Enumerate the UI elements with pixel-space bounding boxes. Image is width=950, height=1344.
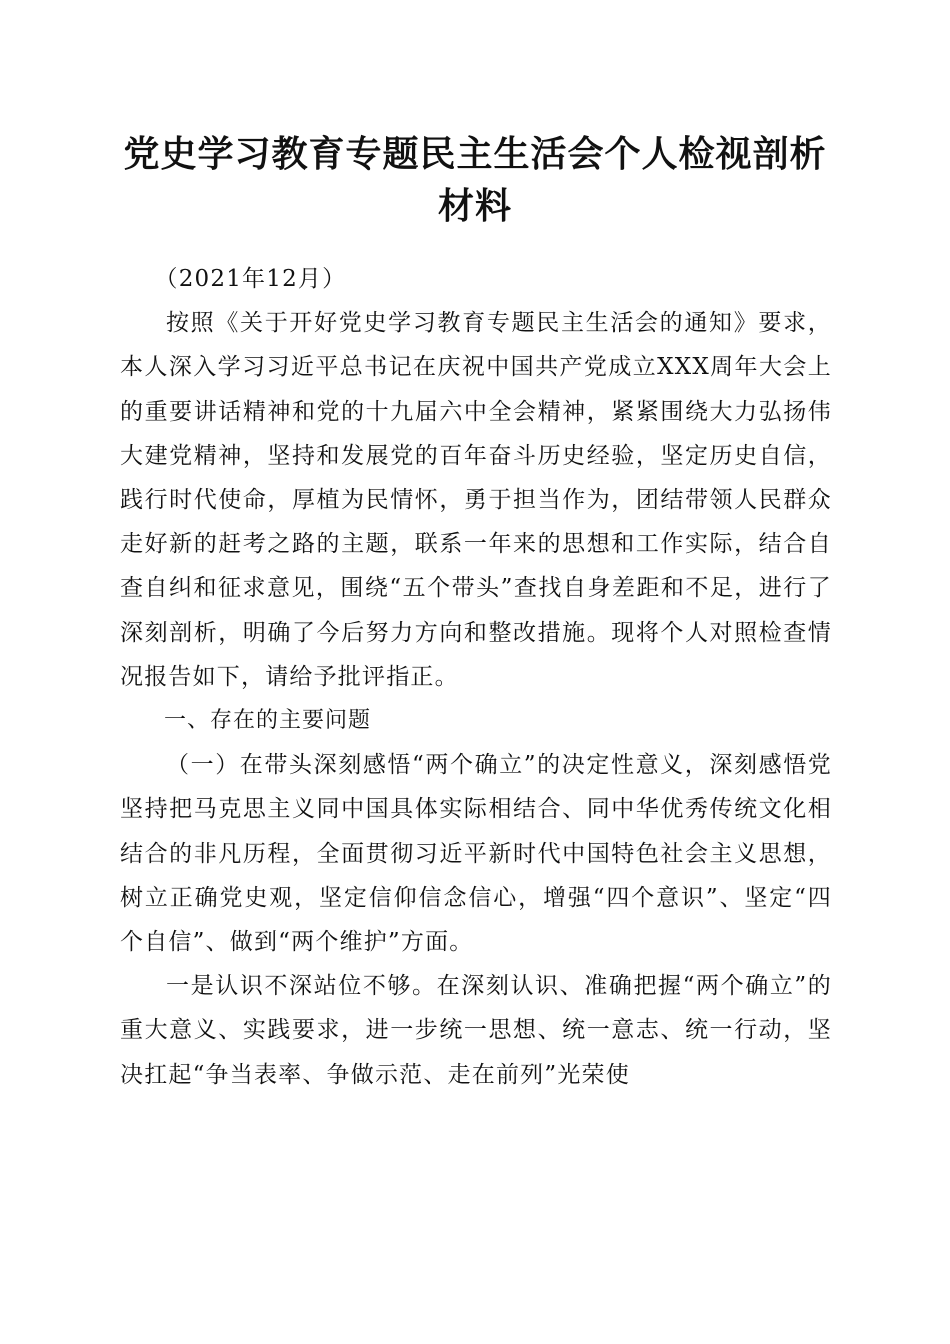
subsection-paragraph: （一）在带头深刻感悟“两个确立”的决定性意义，深刻感悟党坚持把马克思主义同中国具体实际相结合、同中华优秀传统文化相结合的非凡历程，全面贯彻习近平新时代中国特色社会主义思想，树立正确党史观，坚定信仰信念信心，增强“四个意识”、坚定“四个自信”、做到“两个维护”方面。 [120, 752, 832, 956]
section-heading: 一、存在的主要问题 [164, 708, 372, 734]
point-paragraph: 一是认识不深站位不够。在深刻认识、准确把握“两个确立”的重大意义、实践要求，进一步统一思想、统一意志、统一行动，坚决扛起“争当表率、争做示范、走在前列”光荣使 [120, 973, 832, 1088]
document-title: 党史学习教育专题民主生活会个人检视剖析材料 [123, 133, 827, 227]
document-body [120, 257, 832, 1097]
document-date: （2021年12月） [154, 266, 347, 292]
intro-paragraph: 按照《关于开好党史学习教育专题民主生活会的通知》要求，本人深入学习习近平总书记在庆祝中国共产党成立XXX周年大会上的重要讲话精神和党的十九届六中全会精神，紧紧围绕大力弘扬伟大建党精神，坚持和发展党的百年奋斗历史经验，坚定历史自信，践行时代使命，厚植为民情怀，勇于担当作为，团结带领人民群众走好新的赶考之路的主题，联系一年来的思想和工作实际，结合自查自纠和征求意见，围绕“五个带头”查找自身差距和不足，进行了深刻剖析，明确了今后努力方向和整改措施。现将个人对照检查情况报告如下，请给予批评指正。 [120, 310, 832, 690]
